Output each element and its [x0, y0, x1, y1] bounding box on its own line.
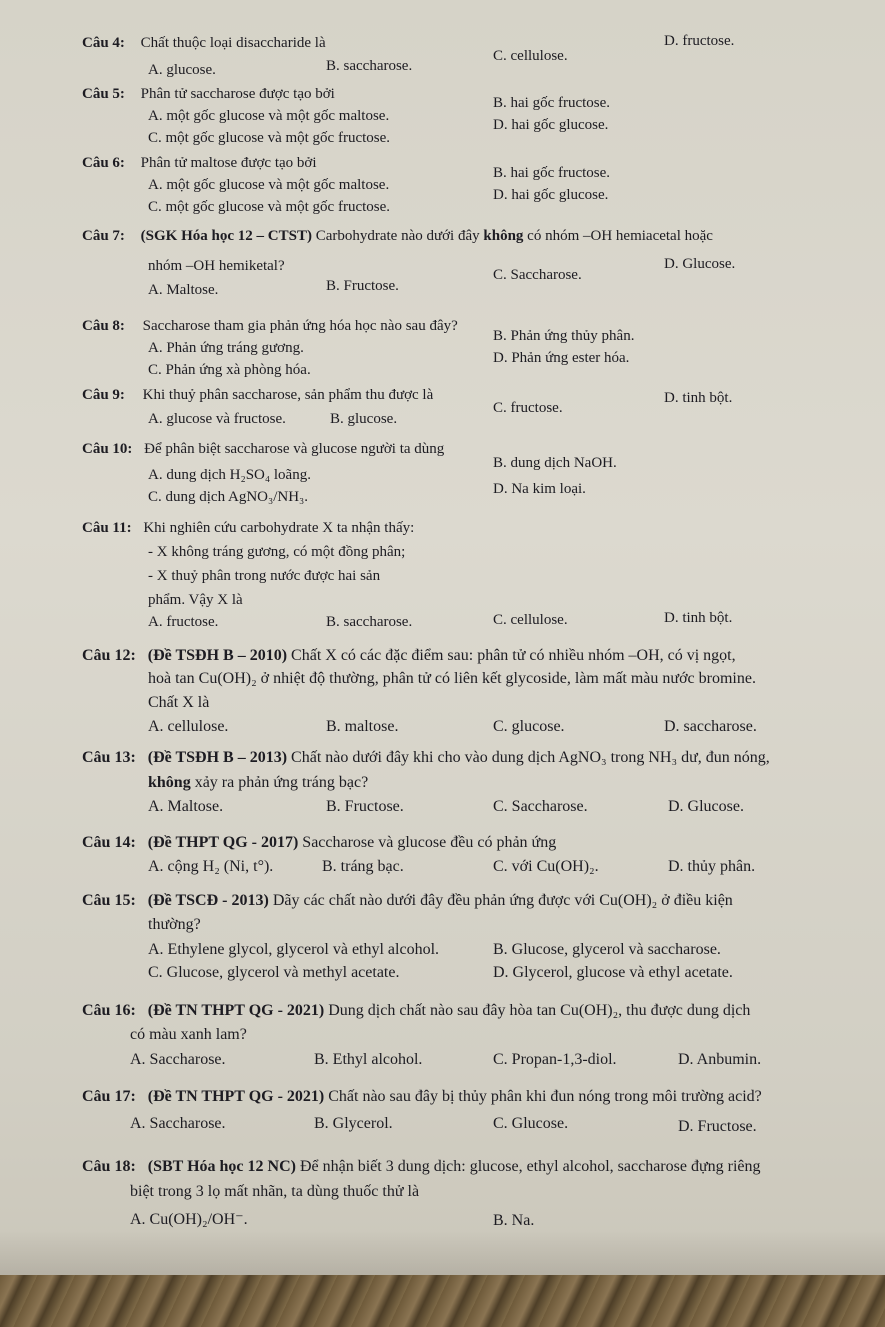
stem-emphasis: không [483, 228, 524, 244]
question-number: Câu 13: [82, 749, 136, 766]
stem-line: có màu xanh lam? [130, 1026, 247, 1043]
question-stem [82, 228, 713, 245]
question-number: Câu 4: [82, 35, 125, 51]
question-number: Câu 17: [82, 1088, 136, 1105]
stem-line: thường? [148, 916, 201, 933]
question-source: (Đề TSĐH B – 2013) [147, 749, 288, 766]
question-stem [82, 834, 556, 852]
question-stem [82, 520, 414, 537]
option-d[interactable]: D. tinh bột. [664, 610, 733, 626]
option-b[interactable]: B. Ethyl alcohol. [314, 1051, 423, 1068]
stem-line-2 [148, 774, 368, 792]
stem-line: - X thuỷ phân trong nước được hai sản [148, 568, 381, 584]
option-a[interactable]: A. một gốc glucose và một gốc maltose. [148, 177, 390, 193]
question-number: Câu 6: [82, 155, 125, 171]
question-source: (SGK Hóa học 12 – CTST) [140, 228, 312, 244]
stem-text-2: xảy ra phản ứng tráng bạc? [194, 774, 369, 791]
option-a[interactable]: A. một gốc glucose và một gốc maltose. [148, 108, 390, 124]
question-stem [82, 35, 326, 52]
question-stem [82, 86, 335, 103]
question-source: (Đề THPT QG - 2017) [147, 834, 299, 851]
background-floor [0, 1275, 885, 1327]
option-a[interactable]: A. Maltose. [148, 798, 224, 815]
stem-line-2: nhóm –OH hemiketal? [148, 258, 285, 274]
option-b[interactable]: B. Na. [493, 1212, 535, 1229]
question-stem [82, 318, 458, 335]
question-stem [82, 749, 770, 767]
question-number: Câu 16: [82, 1002, 136, 1019]
question-stem [82, 1088, 762, 1106]
option-a[interactable]: A. Phản ứng tráng gương. [148, 340, 304, 356]
option-c[interactable]: C. glucose. [493, 718, 565, 735]
option-d[interactable]: D. hai gốc glucose. [493, 187, 609, 203]
option-c[interactable]: C. Saccharose. [493, 798, 588, 815]
option-c[interactable]: C. Glucose, glycerol và methyl acetate. [148, 964, 400, 981]
option-c[interactable]: C. cellulose. [493, 612, 568, 628]
stem-text: Khi nghiên cứu carbohydrate X ta nhận thấy: [143, 520, 415, 536]
question-stem [82, 647, 736, 665]
option-b[interactable]: B. saccharose. [326, 58, 413, 74]
question-source: (Đề TSCĐ - 2013) [147, 892, 269, 909]
option-c[interactable]: C. một gốc glucose và một gốc fructose. [148, 199, 391, 215]
option-b[interactable]: B. Fructose. [326, 278, 399, 294]
stem-text: Để nhận biết 3 dung dịch: glucose, ethyl alcohol, saccharose đựng riêng [299, 1158, 761, 1175]
option-d[interactable]: D. Na kim loại. [493, 481, 586, 497]
stem-text: Chất thuộc loại disaccharide là [140, 35, 326, 51]
stem-text: Chất nào dưới đây khi cho vào dung dịch AgNO₃ trong NH₃ dư, đun nóng, [291, 749, 770, 766]
option-c[interactable]: C. dung dịch AgNO₃/NH₃. [148, 489, 309, 505]
option-b[interactable]: B. dung dịch NaOH. [493, 455, 617, 471]
question-source: (Đề TN THPT QG - 2021) [147, 1088, 325, 1105]
stem-text: Saccharose tham gia phản ứng hóa học nào sau đây? [142, 318, 458, 334]
question-number: Câu 10: [82, 441, 133, 457]
question-number: Câu 5: [82, 86, 125, 102]
option-a[interactable]: A. glucose và fructose. [148, 411, 286, 427]
stem-text: Carbohydrate nào dưới đây [315, 228, 480, 244]
option-c[interactable]: C. Glucose. [493, 1115, 569, 1132]
option-c[interactable]: C. Propan-1,3-diol. [493, 1051, 617, 1068]
option-b[interactable]: B. saccharose. [326, 614, 413, 630]
option-b[interactable]: B. maltose. [326, 718, 399, 735]
question-number: Câu 15: [82, 892, 136, 909]
question-source: (Đề TN THPT QG - 2021) [147, 1002, 325, 1019]
option-b[interactable]: B. glucose. [330, 411, 398, 427]
stem-text-2: có nhóm –OH hemiacetal hoặc [527, 228, 713, 244]
question-number: Câu 7: [82, 228, 125, 244]
question-stem [82, 155, 317, 172]
option-a[interactable]: A. cộng H₂ (Ni, t°). [148, 858, 274, 875]
option-b[interactable]: B. hai gốc fructose. [493, 95, 611, 111]
option-d[interactable]: D. Fructose. [678, 1118, 757, 1135]
option-d[interactable]: D. Glucose. [668, 798, 744, 815]
option-a[interactable]: A. cellulose. [148, 718, 229, 735]
stem-text: Dung dịch chất nào sau đây hòa tan Cu(OH)₂, thu được dung dịch [328, 1002, 751, 1019]
option-d[interactable]: D. fructose. [664, 33, 735, 49]
question-number: Câu 18: [82, 1158, 136, 1175]
option-a[interactable]: A. Saccharose. [130, 1115, 226, 1132]
question-number: Câu 8: [82, 318, 125, 334]
option-c[interactable]: C. fructose. [493, 400, 563, 416]
option-c[interactable]: C. một gốc glucose và một gốc fructose. [148, 130, 391, 146]
option-c[interactable]: C. Saccharose. [493, 267, 582, 283]
stem-line: hoà tan Cu(OH)₂ ở nhiệt độ thường, phân tử có liên kết glycoside, làm mất màu nước bromine. [148, 670, 756, 687]
option-d[interactable]: D. hai gốc glucose. [493, 117, 609, 133]
question-source: (Đề TSĐH B – 2010) [147, 647, 288, 664]
question-source: (SBT Hóa học 12 NC) [147, 1158, 296, 1175]
option-a[interactable]: A. fructose. [148, 614, 219, 630]
question-stem [82, 1002, 750, 1020]
option-a[interactable]: A. Ethylene glycol, glycerol và ethyl alcohol. [148, 941, 440, 958]
stem-text: Khi thuỷ phân saccharose, sản phẩm thu được là [142, 387, 434, 403]
option-c[interactable]: C. Phản ứng xà phòng hóa. [148, 362, 311, 378]
stem-text: Saccharose và glucose đều có phản ứng [302, 834, 557, 851]
option-d[interactable]: D. Phản ứng ester hóa. [493, 350, 630, 366]
option-c[interactable]: C. cellulose. [493, 48, 568, 64]
option-a[interactable]: A. Cu(OH)₂/OH⁻. [130, 1211, 248, 1228]
option-d[interactable]: D. tinh bột. [664, 390, 733, 406]
option-c[interactable]: C. với Cu(OH)₂. [493, 858, 599, 875]
stem-text: Phân tử saccharose được tạo bởi [140, 86, 335, 102]
question-number: Câu 11: [82, 520, 132, 536]
stem-text: Chất nào sau đây bị thủy phân khi đun nóng trong môi trường acid? [328, 1088, 762, 1105]
stem-line: - X không tráng gương, có một đồng phân; [148, 544, 406, 560]
question-stem [82, 1158, 761, 1176]
stem-line: biệt trong 3 lọ mất nhãn, ta dùng thuốc thử là [130, 1183, 420, 1200]
option-a[interactable]: A. dung dịch H₂SO₄ loãng. [148, 467, 311, 483]
option-d[interactable]: D. Glycerol, glucose và ethyl acetate. [493, 964, 733, 981]
option-b[interactable]: B. Phản ứng thủy phân. [493, 328, 635, 344]
option-d[interactable]: D. Anbumin. [678, 1051, 762, 1068]
question-stem [82, 441, 444, 458]
option-a[interactable]: A. Maltose. [148, 282, 219, 298]
stem-emphasis: không [148, 774, 191, 791]
question-number: Câu 14: [82, 834, 136, 851]
question-number: Câu 9: [82, 387, 125, 403]
option-b[interactable]: B. hai gốc fructose. [493, 165, 611, 181]
option-b[interactable]: B. tráng bạc. [322, 858, 404, 875]
stem-text: Dãy các chất nào dưới đây đều phản ứng được với Cu(OH)₂ ở điều kiện [272, 892, 733, 909]
stem-text: Chất X có các đặc điểm sau: phân tử có nhiều nhóm –OH, có vị ngọt, [291, 647, 736, 664]
option-d[interactable]: D. saccharose. [664, 718, 757, 735]
stem-line: phẩm. Vậy X là [148, 592, 243, 608]
option-a[interactable]: A. Saccharose. [130, 1051, 226, 1068]
page-shadow [0, 1230, 885, 1275]
option-b[interactable]: B. Fructose. [326, 798, 404, 815]
option-b[interactable]: B. Glycerol. [314, 1115, 393, 1132]
option-d[interactable]: D. Glucose. [664, 256, 736, 272]
stem-text: Phân tử maltose được tạo bởi [140, 155, 317, 171]
question-stem [82, 892, 733, 910]
stem-text: Để phân biệt saccharose và glucose người ta dùng [144, 441, 445, 457]
stem-line: Chất X là [148, 694, 210, 711]
option-d[interactable]: D. thủy phân. [668, 858, 756, 875]
option-a[interactable]: A. glucose. [148, 62, 216, 78]
option-b[interactable]: B. Glucose, glycerol và saccharose. [493, 941, 721, 958]
question-stem [82, 387, 433, 404]
question-number: Câu 12: [82, 647, 136, 664]
